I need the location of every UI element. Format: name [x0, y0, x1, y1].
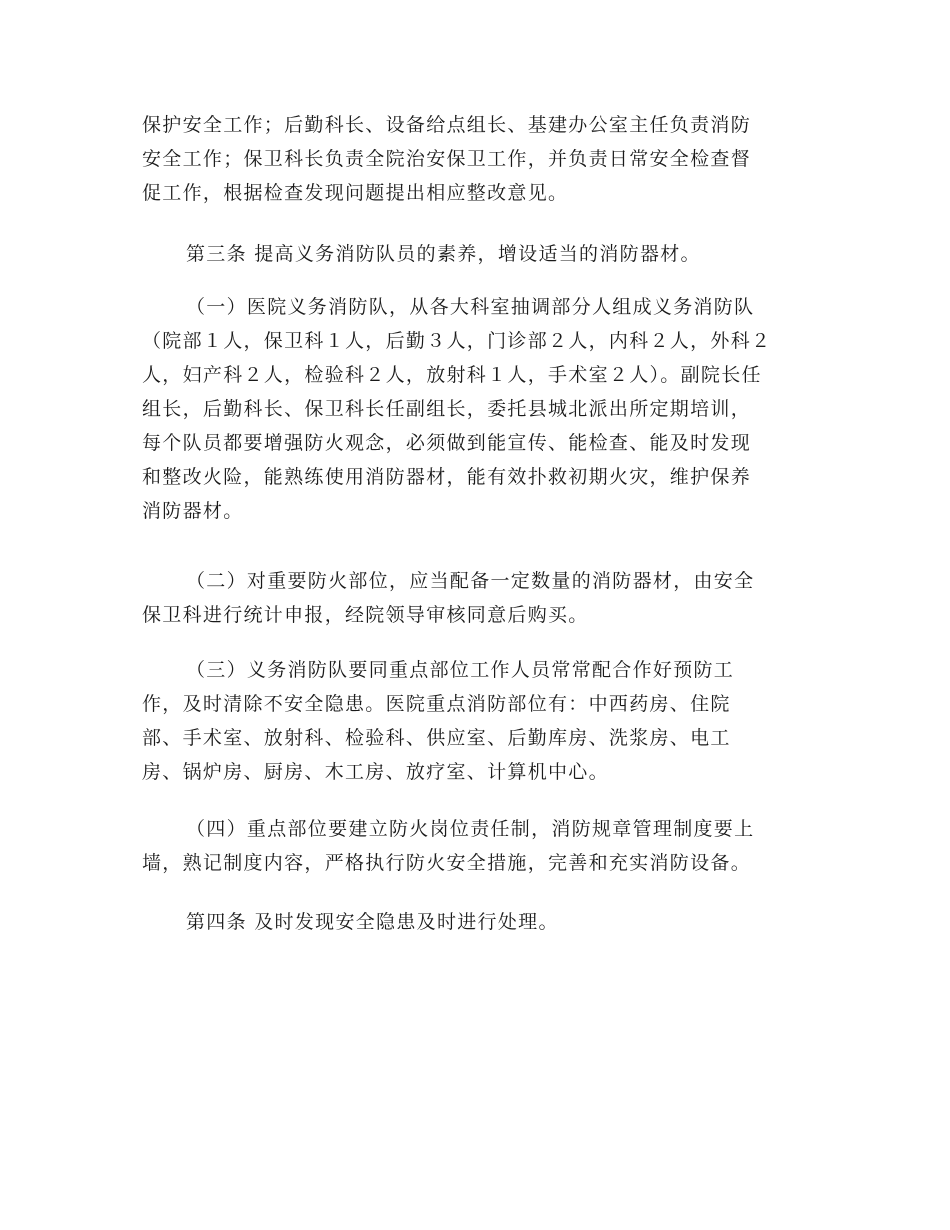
- text-line: 作，及时清除不安全隐患。医院重点消防部位有：中西药房、住院: [142, 693, 731, 715]
- paragraph-item-1: [142, 290, 802, 528]
- text-line: 保卫科进行统计申报，经院领导审核同意后购买。: [142, 604, 589, 626]
- text-line: （三）义务消防队要同重点部位工作人员常常配合作好预防工: [186, 659, 735, 681]
- text-line: 房、锅炉房、厨房、木工房、放疗室、计算机中心。: [142, 761, 609, 783]
- text-line: （四）重点部位要建立防火岗位责任制，消防规章管理制度要上: [186, 818, 755, 840]
- text-line: 消防器材。: [142, 500, 244, 522]
- text-line: 人，妇产科２人，检验科２人，放射科１人，手术室２人）。副院长任: [142, 364, 762, 386]
- text-line: 促工作，根据检查发现问题提出相应整改意见。: [142, 182, 569, 204]
- text-line: 保护安全工作；后勤科长、设备给点组长、基建办公室主任负责消防: [142, 114, 752, 136]
- text-line: 组长，后勤科长、保卫科长任副组长，委托县城北派出所定期培训，: [142, 398, 752, 420]
- text-line: 和整改火险，能熟练使用消防器材，能有效扑救初期火灾，维护保养: [142, 466, 752, 488]
- text-line: 墙，熟记制度内容，严格执行防火安全措施，完善和充实消防设备。: [142, 852, 752, 874]
- text-line: （一）医院义务消防队，从各大科室抽调部分人组成义务消防队: [186, 296, 755, 318]
- paragraph-item-3: [142, 653, 802, 789]
- paragraph-duty-continuation: [142, 108, 802, 210]
- paragraph-item-2: [142, 564, 802, 632]
- paragraph-article-3: [142, 237, 802, 271]
- text-line: （二）对重要防火部位，应当配备一定数量的消防器材，由安全: [186, 570, 755, 592]
- article-heading: 第四条 及时发现安全隐患及时进行处理。: [186, 911, 559, 933]
- text-line: （院部１人，保卫科１人，后勤３人，门诊部２人，内科２人，外科２: [142, 330, 772, 352]
- text-line: 每个队员都要增强防火观念，必须做到能宣传、能检查、能及时发现: [142, 432, 752, 454]
- paragraph-item-4: [142, 812, 802, 880]
- article-heading: 第三条 提高义务消防队员的素养，增设适当的消防器材。: [186, 243, 701, 265]
- paragraph-article-4: [142, 905, 802, 939]
- text-line: 安全工作；保卫科长负责全院治安保卫工作，并负责日常安全检查督: [142, 148, 752, 170]
- text-line: 部、手术室、放射科、检验科、供应室、后勤库房、洗浆房、电工: [142, 727, 731, 749]
